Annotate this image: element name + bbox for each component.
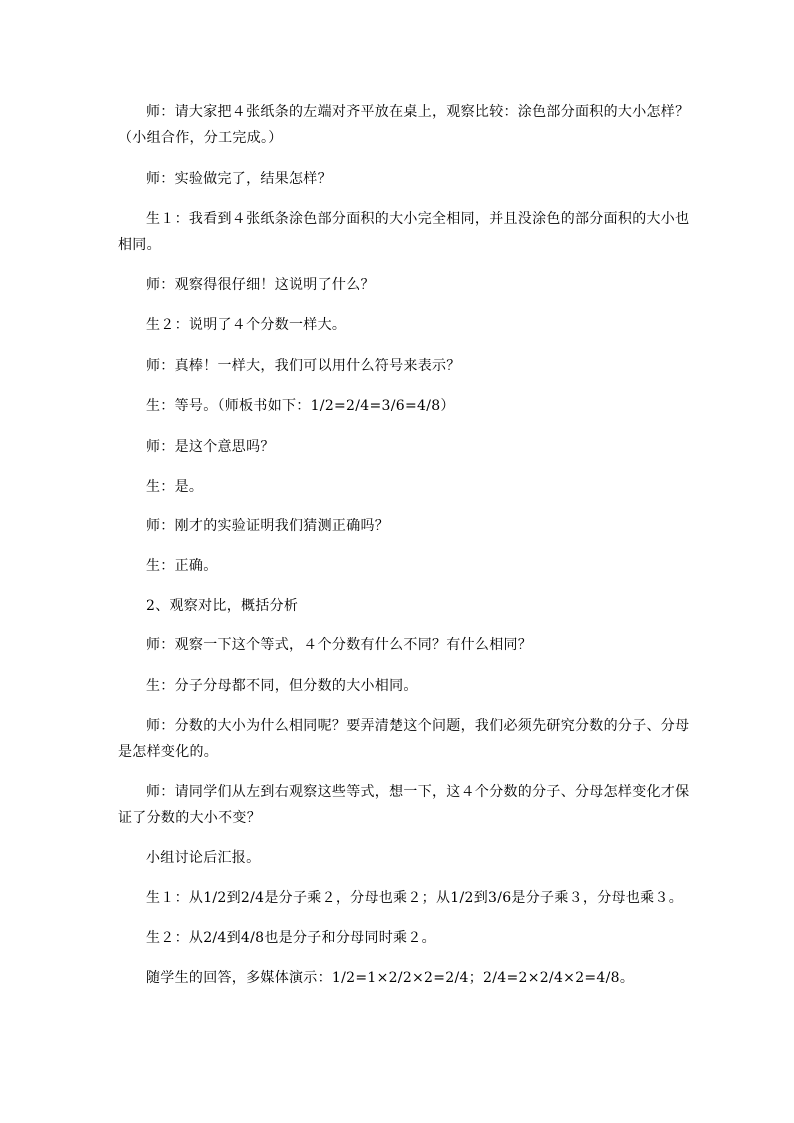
paragraph-18: 生２：从2/4到4/8也是分子和分母同时乘２。 bbox=[146, 930, 436, 946]
paragraph-6: 师：真棒！一样大，我们可以用什么符号来表示？ bbox=[146, 358, 461, 374]
paragraph-10: 师：刚才的实验证明我们猜测正确吗？ bbox=[146, 518, 390, 534]
paragraph-12: 师：观察一下这个等式，４个分数有什么不同？有什么相同？ bbox=[146, 637, 533, 653]
paragraph-7: 生：等号。（师板书如下：1/2=2/4=3/6=4/8） bbox=[146, 398, 455, 414]
paragraph-19: 随学生的回答，多媒体演示：1/2=1×2/2×2=2/4；2/4=2×2/4×2=4/8。 bbox=[146, 970, 635, 986]
paragraph-16: 小组讨论后汇报。 bbox=[146, 850, 261, 866]
paragraph-8: 师：是这个意思吗？ bbox=[146, 439, 275, 455]
paragraph-3: 生１：我看到４张纸条涂色部分面积的大小完全相同，并且没涂色的部分面积的大小也相同。 bbox=[118, 211, 690, 253]
paragraph-14: 师：分数的大小为什么相同呢？要弄清楚这个问题，我们必须先研究分数的分子、分母是怎样变化的。 bbox=[118, 718, 690, 760]
paragraph-1: 师：请大家把４张纸条的左端对齐平放在桌上，观察比较：涂色部分面积的大小怎样？（小组合作，分工完成。） bbox=[118, 104, 690, 146]
paragraph-13: 生：分子分母都不同，但分数的大小相同。 bbox=[146, 678, 418, 694]
paragraph-17: 生１：从1/2到2/4是分子乘２，分母也乘２；从1/2到3/6是分子乘３，分母也乘３。 bbox=[146, 890, 684, 906]
paragraph-2: 师：实验做完了，结果怎样？ bbox=[146, 171, 332, 187]
paragraph-11: 生：正确。 bbox=[146, 558, 218, 574]
paragraph-5: 生２：说明了４个分数一样大。 bbox=[146, 317, 347, 333]
paragraph-9: 生：是。 bbox=[146, 479, 204, 495]
section-heading: 2、观察对比，概括分析 bbox=[146, 598, 299, 614]
paragraph-4: 师：观察得很仔细！这说明了什么？ bbox=[146, 277, 375, 293]
paragraph-15: 师：请同学们从左到右观察这些等式，想一下，这４个分数的分子、分母怎样变化才保证了分数的大小不变？ bbox=[118, 784, 690, 826]
